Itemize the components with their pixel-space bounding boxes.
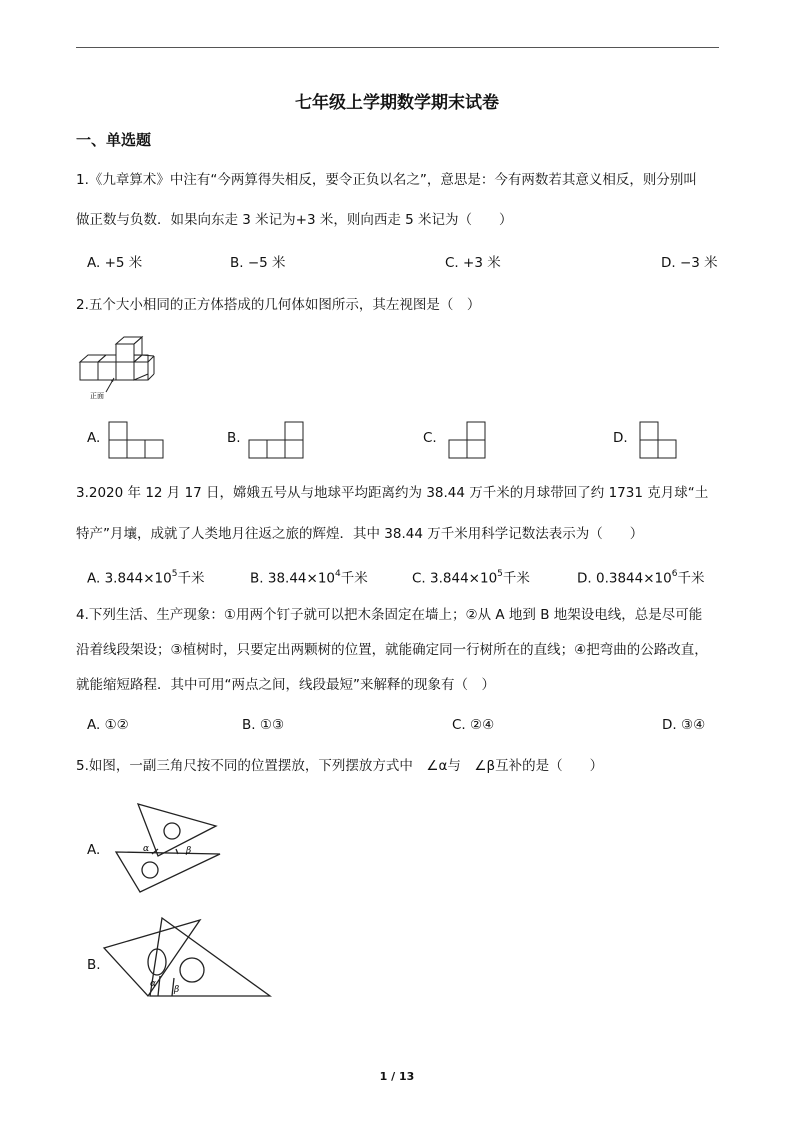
q5-option-a-figure — [112, 800, 227, 900]
q2-option-b-figure — [247, 420, 307, 460]
q3-option-c-exp: 5 — [497, 569, 503, 579]
section-heading: 一、单选题 — [76, 131, 152, 149]
q2-cube-figure — [78, 334, 168, 404]
q1-line2: 做正数与负数．如果向东走 3 米记为+3 米，则向西走 5 米记为（ ） — [76, 212, 513, 228]
q1-line1: 1.《九章算术》中注有“今两算得失相反，要令正负以名之”，意思是：今有两数若其意义相反，则分别叫 — [76, 172, 697, 188]
q4-line2: 沿着线段架设；③植树时，只要定出两颗树的位置，就能确定同一行树所在的直线；④把弯曲的公路改直， — [76, 642, 708, 658]
q5-a-alpha: α — [143, 844, 150, 854]
q3-option-a-label: A. — [87, 570, 101, 587]
q1-option-c: C. +3 米 — [445, 255, 501, 271]
q3-option-d-unit: 千米 — [677, 570, 705, 587]
q2-option-a: A. — [87, 430, 101, 446]
q2-option-c-figure — [447, 420, 491, 460]
q3-option-a-unit: 千米 — [177, 570, 205, 587]
q1-option-a: A. +5 米 — [87, 255, 143, 271]
q2-line1: 2.五个大小相同的正方体搭成的几何体如图所示，其左视图是（ ） — [76, 297, 481, 313]
q3-option-c-label: C. — [412, 570, 426, 587]
q3-option-c-unit: 千米 — [502, 570, 530, 587]
q3-option-b-exp: 4 — [335, 569, 341, 579]
q4-option-c: C. ②④ — [452, 717, 495, 733]
q4-option-b: B. ①③ — [242, 717, 285, 733]
q3-option-a-mantissa: 3.844×10 — [104, 570, 172, 587]
q1-option-b: B. −5 米 — [230, 255, 286, 271]
q3-line2: 特产”月壤，成就了人类地月往返之旅的辉煌．其中 38.44 万千米用科学记数法表示为（ ） — [76, 526, 644, 542]
q3-option-d-exp: 6 — [671, 569, 678, 579]
q2-option-d-figure — [638, 420, 682, 460]
q5-option-b: B. — [87, 957, 101, 973]
q2-option-a-figure — [107, 420, 167, 460]
q3-option-a — [87, 565, 204, 589]
q4-line1: 4.下列生活、生产现象：①用两个钉子就可以把木条固定在墙上；②从 A 地到 B 地架设电线，总是尽可能 — [76, 607, 703, 623]
header-rule — [76, 47, 719, 48]
q5-a-beta: β — [186, 846, 192, 856]
q2-option-c: C. — [423, 430, 437, 446]
q3-option-d-label: D. — [577, 570, 592, 587]
q2-option-d: D. — [613, 430, 628, 446]
q5-b-alpha: α — [150, 979, 157, 989]
q5-option-b-figure — [100, 912, 275, 1002]
q3-option-b-unit: 千米 — [340, 570, 368, 587]
q5-option-a: A. — [87, 842, 101, 858]
q3-option-d-mantissa: 0.3844×10 — [595, 570, 672, 587]
q2-front-label: 正面 — [90, 392, 104, 400]
q3-option-c-mantissa: 3.844×10 — [430, 570, 498, 587]
q1-option-d: D. −3 米 — [661, 255, 718, 271]
q4-option-a: A. ①② — [87, 717, 129, 733]
q5-line1: 5.如图，一副三角尺按不同的位置摆放，下列摆放方式中 ∠α与 ∠β互补的是（ ） — [76, 758, 604, 774]
page-title: 七年级上学期数学期末试卷 — [295, 93, 499, 113]
q3-line1: 3.2020 年 12 月 17 日，嫦娥五号从与地球平均距离约为 38.44 万千米的月球带回了约 1731 克月球“土 — [76, 485, 709, 501]
q3-option-c — [412, 565, 530, 589]
q5-b-beta: β — [174, 985, 180, 995]
q3-option-a-exp: 5 — [171, 569, 178, 579]
q2-option-b: B. — [227, 430, 241, 446]
q3-option-d — [577, 565, 704, 589]
q3-option-b-label: B. — [250, 570, 264, 587]
q4-option-d: D. ③④ — [662, 717, 706, 733]
q3-option-b — [250, 565, 368, 589]
q4-line3: 就能缩短路程．其中可用“两点之间，线段最短”来解释的现象有（ ） — [76, 677, 495, 693]
page-number: 1 / 13 — [379, 1070, 415, 1083]
q3-option-b-mantissa: 38.44×10 — [267, 570, 335, 587]
